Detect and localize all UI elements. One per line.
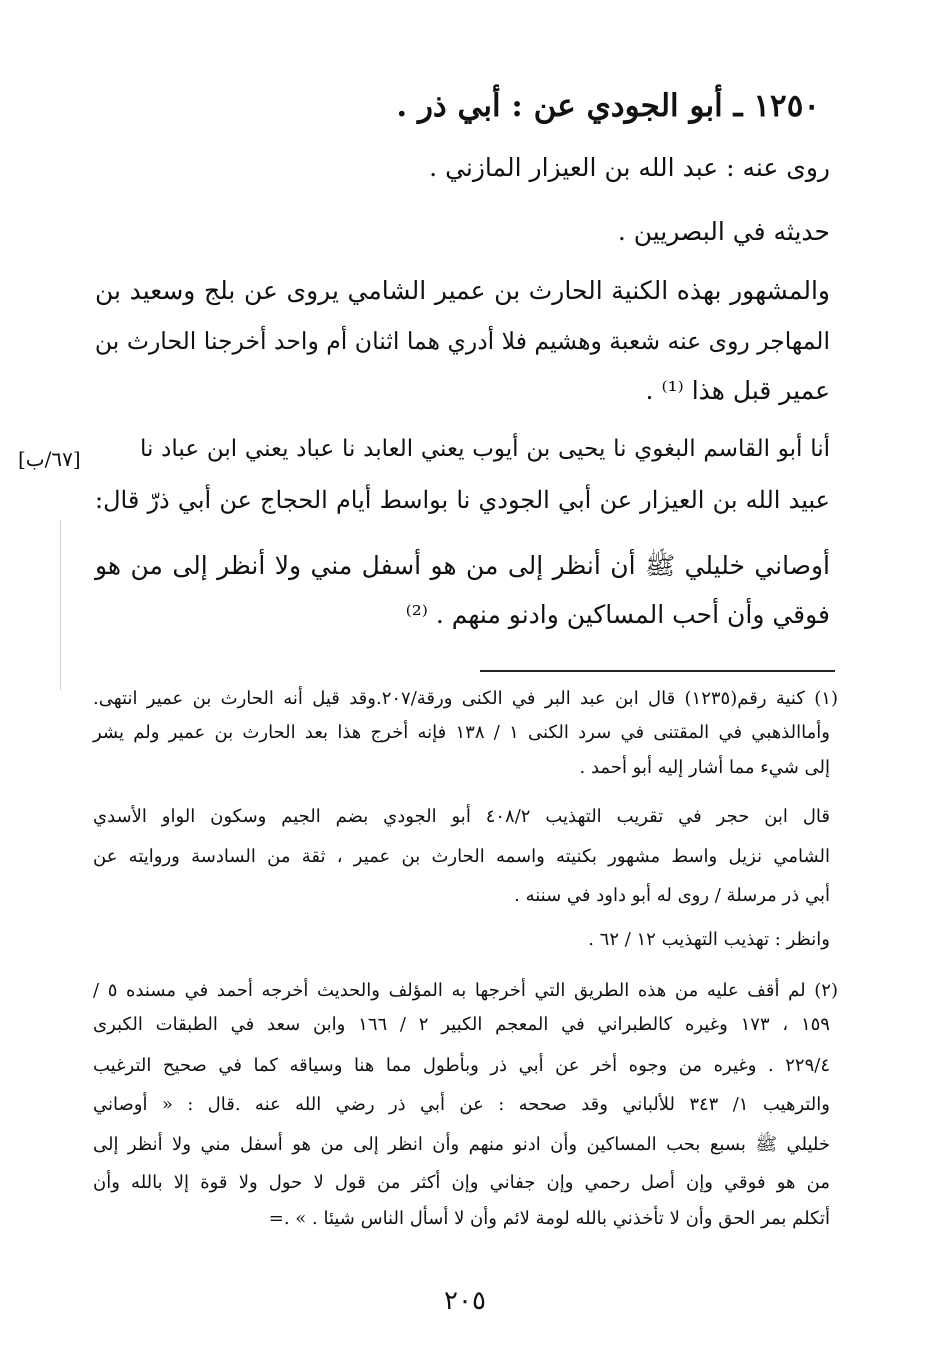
page-number: ٢٠٥ [444,1286,486,1316]
footnote-2-line-2: ١٥٩ ، ١٧٣ وغيره كالطبراني في المعجم الكبير ٢ / ١٦٦ وابن سعد في الطبقات الكبرى [93,1014,830,1035]
footnote-1-line-3: إلى شيء مما أشار إليه أبو أحمد . [579,757,830,778]
footnote-1-line-4: قال ابن حجر في تقريب التهذيب ٤٠٨/٢ أبو الجودي بضم الجيم وسكون الواو الأسدي [93,806,830,827]
footnote-separator [480,670,835,672]
footnote-2-line-1: (٢) لم أقف عليه من هذه الطريق التي أخرجها به المؤلف والحديث أخرجه أحمد في مسنده ٥ / [93,980,838,1001]
footnote-2-line-4: والترهيب ١/ ٣٤٣ للألباني وقد صححه : عن أبي ذر رضي الله عنه .قال : « أوصاني [93,1094,830,1115]
paragraph-line-3: عمير قبل هذا ⁽¹⁾ . [645,376,830,405]
footnote-1-line-2: وأماالذهبي في المقتنى في سرد الكنى ١ / ١٣٨ فإنه أخرج هذا بعد الحارث بن عمير ولم يشر [93,722,830,743]
footnote-1-line-1: (١) كنية رقم(١٢٣٥) قال ابن عبد البر في الكنى ورقة/٢٠٧.وقد قيل أنه الحارث بن عمير انتهى. [93,688,838,709]
hadith-basra-line: حديثه في البصريين . [617,217,830,246]
paragraph-line-2: المهاجر روى عنه شعبة وهشيم فلا أدري هما اثنان أم واحد أخرجنا الحارث بن [94,327,830,355]
footnote-2-line-6: من هو فوقي وإن أصل رحمي وإن جفاني وإن أكثر من قول لا حول ولا قوة إلا بالله وأن [93,1172,830,1193]
paragraph-line-1: والمشهور بهذه الكنية الحارث بن عمير الشامي يروى عن بلج وسعيد بن [95,276,830,305]
entry-title: ١٢٥٠ ـ أبو الجودي عن : أبي ذر . [396,88,820,124]
footnote-1-line-5: الشامي نزيل واسط مشهور بكنيته واسمه الحارث بن عمير ، ثقة من السادسة وروايته عن [93,846,830,867]
narrator-line: روى عنه : عبد الله بن العيزار المازني . [429,153,830,182]
footnote-1-line-7: وانظر : تهذيب التهذيب ١٢ / ٦٢ . [588,929,830,950]
matn-line-2: فوقي وأن أحب المساكين وادنو منهم . ⁽²⁾ [405,600,830,629]
footnote-2-line-5: خليلي ﷺ بسبع بحب المساكين وأن ادنو منهم وأن انظر إلى من هو أسفل مني ولا أنظر إلى [93,1134,830,1155]
isnad-line-1: أنا أبو القاسم البغوي نا يحيى بن أيوب يعني العابد نا عباد يعني ابن عباد نا [140,436,830,462]
manuscript-folio-ref: [٦٧/ب] [18,447,81,471]
footnote-2-line-3: ٢٢٩/٤ . وغيره من وجوه أخر عن أبي ذر وبأطول مما هنا وسياقه كما في صحيح الترغيب [93,1055,830,1076]
footnote-2-line-7: أتكلم بمر الحق وأن لا تأخذني بالله لومة لائم وأن لا أسأل الناس شيئا . » .= [268,1208,830,1229]
scan-edge-mark [60,520,61,690]
matn-line-1: أوصاني خليلي ﷺ أن أنظر إلى من هو أسفل مني ولا أنظر إلى من هو [95,551,830,580]
isnad-line-2: عبيد الله بن العيزار عن أبي الجودي نا بواسط أيام الحجاج عن أبي ذرّ قال: [95,486,830,514]
footnote-1-line-6: أبي ذر مرسلة / روى له أبو داود في سننه . [514,885,830,906]
